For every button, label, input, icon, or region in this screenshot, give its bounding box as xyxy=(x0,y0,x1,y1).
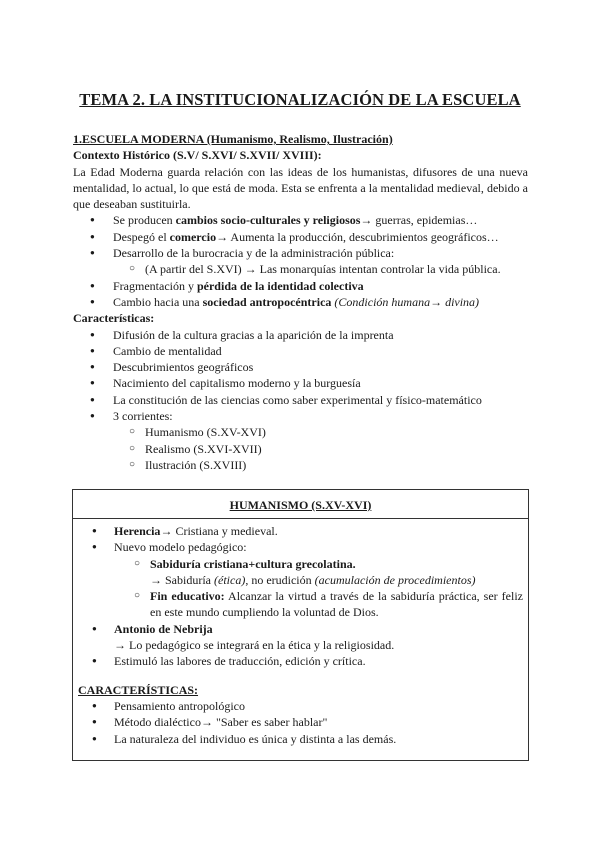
list-item: ● Antonio de Nebrija xyxy=(78,621,523,637)
sub-list-item: ○ Fin educativo: Alcanzar la virtud a través de la sabiduría práctica, ser feliz en este mundo cumpliendo la voluntad de Dios. xyxy=(78,588,523,621)
list-item: ● Despegó el comercio→ Aumenta la producción, descubrimientos geográficos… xyxy=(73,229,528,245)
humanismo-list xyxy=(78,523,523,670)
humanismo-box xyxy=(72,489,529,761)
list-item: ● Fragmentación y pérdida de la identidad colectiva xyxy=(73,278,528,294)
sub-list-item: ○ Humanismo (S.XV-XVI) xyxy=(73,424,528,440)
sub-list-item: ○ Sabiduría cristiana+cultura grecolatina. xyxy=(78,556,523,572)
context-paragraph: La Edad Moderna guarda relación con las ideas de los humanistas, difusores de una nueva mentalidad, lo actual, lo que está de moda. Esta se enfrenta a la mentalidad medieval, debido a que deseaban sustituirla. xyxy=(73,164,528,212)
box-heading: HUMANISMO (S.XV-XVI) xyxy=(73,490,528,519)
characteristics-list xyxy=(73,327,528,474)
list-item: ● Estimuló las labores de traducción, edición y crítica. xyxy=(78,653,523,669)
list-item: ● Difusión de la cultura gracias a la aparición de la imprenta xyxy=(73,327,528,343)
list-item: ● La naturaleza del individuo es única y distinta a las demás. xyxy=(78,731,523,747)
list-item: ● Pensamiento antropológico xyxy=(78,698,523,714)
list-item: ● Método dialéctico→ "Saber es saber hablar" xyxy=(78,714,523,730)
document-title: TEMA 2. LA INSTITUCIONALIZACIÓN DE LA ESCUELA xyxy=(79,90,521,109)
context-heading: Contexto Histórico (S.V/ S.XVI/ S.XVII/ XVIII): xyxy=(73,148,322,163)
section-heading: 1.ESCUELA MODERNA (Humanismo, Realismo, Ilustración) xyxy=(73,132,393,146)
list-item: ● Se producen cambios socio-culturales y religiosos→ guerras, epidemias… xyxy=(73,212,528,228)
list-item: ● Nuevo modelo pedagógico: xyxy=(78,539,523,555)
list-item: ● Descubrimientos geográficos xyxy=(73,359,528,375)
list-continuation: → Lo pedagógico se integrará en la ética y la religiosidad. xyxy=(114,638,395,653)
section-escuela-moderna xyxy=(73,131,528,473)
list-item: ● 3 corrientes: xyxy=(73,408,528,424)
context-list xyxy=(73,212,528,310)
sub-list-item: ○ Realismo (S.XVI-XVII) xyxy=(73,441,528,457)
box-characteristics-heading: CARACTERÍSTICAS: xyxy=(78,682,199,697)
sub-list-item: ○ (A partir del S.XVI) → Las monarquías intentan controlar la vida pública. xyxy=(73,261,528,277)
list-item: ● La constitución de las ciencias como saber experimental y físico-matemático xyxy=(73,392,528,408)
list-item: ● Desarrollo de la burocracia y de la administración pública: xyxy=(73,245,528,261)
sub-list-continuation: → Sabiduría (ética), no erudición (acumulación de procedimientos) xyxy=(150,572,476,587)
list-item: ● Cambio de mentalidad xyxy=(73,343,528,359)
list-item: ● Cambio hacia una sociedad antropocéntrica (Condición humana→ divina) xyxy=(73,294,528,310)
box-body xyxy=(73,519,528,747)
sub-list-item: ○ Ilustración (S.XVIII) xyxy=(73,457,528,473)
list-item: ● Nacimiento del capitalismo moderno y la burguesía xyxy=(73,375,528,391)
box-characteristics-list xyxy=(78,698,523,747)
list-item: ● Herencia→ Cristiana y medieval. xyxy=(78,523,523,539)
characteristics-heading: Características: xyxy=(73,311,155,326)
